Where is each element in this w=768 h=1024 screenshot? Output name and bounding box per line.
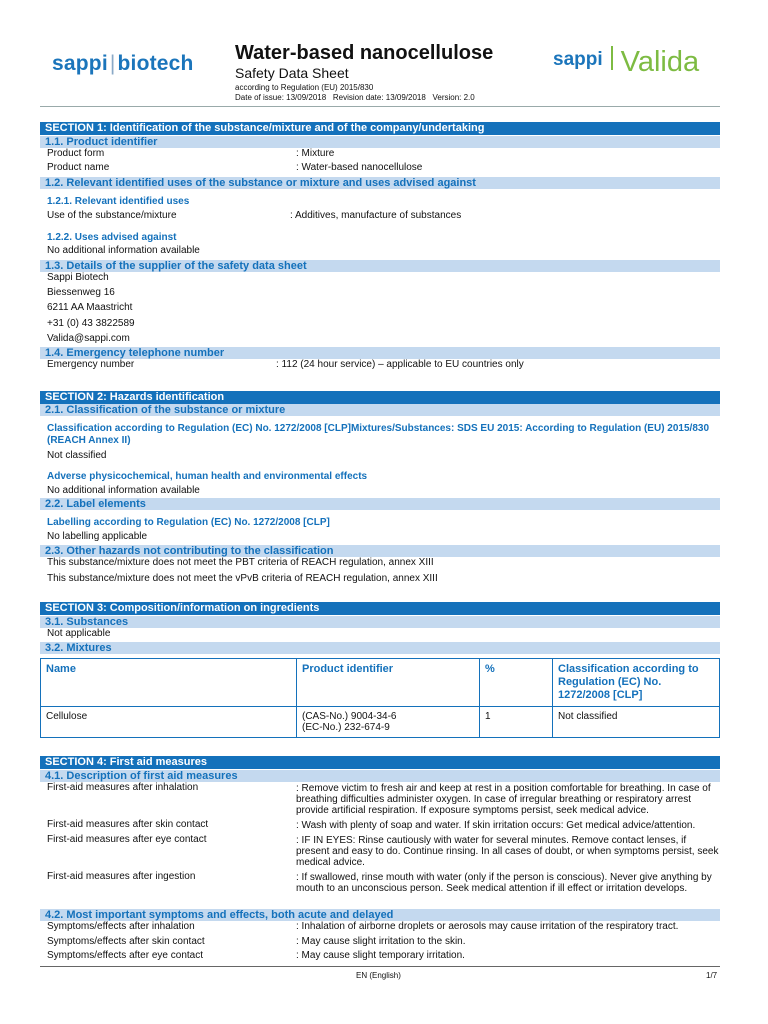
labelling-text: No labelling applicable (47, 531, 148, 542)
table-row (41, 707, 720, 738)
product-form-label: Product form (47, 148, 105, 159)
heading-1-2-1: 1.2.1. Relevant identified uses (47, 196, 190, 207)
substances-text: Not applicable (47, 628, 111, 639)
symptom-inhalation-value: : Inhalation of airborne droplets or aerosols may cause irritation of the respiratory tract. (296, 921, 679, 932)
symptom-skin-value: : May cause slight irritation to the skin. (296, 936, 466, 947)
classification-heading: Classification according to Regulation (EC) No. 1272/2008 [CLP]Mixtures/Substances: SDS EU 2015: According to Regulation (EU) 2015/830 (REACH Annex II) (47, 423, 710, 446)
subsection-2-3: 2.3. Other hazards not contributing to the classification (40, 545, 720, 557)
section-2-header: SECTION 2: Hazards identification (40, 391, 720, 404)
cell-identifier: (CAS-No.) 9004-34-6 (EC-No.) 232-674-9 (297, 707, 480, 738)
document-subtitle: Safety Data Sheet (235, 65, 349, 81)
advised-against-text: No additional information available (47, 245, 200, 256)
labelling-heading: Labelling according to Regulation (EC) No. 1272/2008 [CLP] (47, 517, 330, 528)
sappi-valida-logo: sappi Valida (553, 46, 700, 78)
section-3-header: SECTION 3: Composition/information on ingredients (40, 602, 720, 615)
subsection-4-2: 4.2. Most important symptoms and effects, both acute and delayed (40, 909, 720, 921)
eye-label: First-aid measures after eye contact (47, 834, 207, 845)
supplier-phone: +31 (0) 43 3822589 (47, 318, 135, 329)
adverse-effects-text: No additional information available (47, 485, 200, 496)
col-percent: % (480, 659, 553, 707)
inhalation-value: : Remove victim to fresh air and keep at rest in a position comfortable for breathing. In case of breathing difficulties administer oxygen. In case of irregular breathing or respiratory arrest provide artificial respiration. If exposure symptoms persist, seek medical advice. (296, 783, 711, 816)
supplier-email[interactable]: Valida@sappi.com (47, 333, 130, 344)
skin-label: First-aid measures after skin contact (47, 819, 209, 830)
symptom-eye-label: Symptoms/effects after eye contact (47, 950, 203, 961)
section-1-header: SECTION 1: Identification of the substance/mixture and of the company/undertaking (40, 122, 720, 135)
section-4-header: SECTION 4: First aid measures (40, 756, 720, 769)
symptom-eye-value: : May cause slight temporary irritation. (296, 950, 465, 961)
subsection-3-1: 3.1. Substances (40, 616, 720, 628)
document-title: Water-based nanocellulose (235, 42, 494, 64)
product-form-value: : Mixture (296, 148, 335, 159)
ingestion-label: First-aid measures after ingestion (47, 871, 196, 882)
issue-dates: Date of issue: 13/09/2018 Revision date: 13/09/2018 Version: 2.0 (235, 93, 475, 102)
supplier-city: 6211 AA Maastricht (47, 302, 133, 313)
table-header-row (41, 659, 720, 707)
skin-value: : Wash with plenty of soap and water. If skin irritation occurs: Get medical advice/attention. (296, 820, 696, 831)
subsection-4-1: 4.1. Description of first aid measures (40, 770, 720, 782)
use-label: Use of the substance/mixture (47, 210, 177, 221)
ingestion-value: : If swallowed, rinse mouth with water (only if the person is conscious). Never give anything by mouth to an unconscious person. Seek medical attention if ill effect or irritation develops. (296, 872, 712, 894)
subsection-1-1: 1.1. Product identifier (40, 136, 720, 148)
subsection-3-2: 3.2. Mixtures (40, 642, 720, 654)
subsection-2-1: 2.1. Classification of the substance or mixture (40, 404, 720, 416)
cell-name: Cellulose (41, 707, 297, 738)
product-name-label: Product name (47, 162, 110, 173)
emergency-value: : 112 (24 hour service) – applicable to EU countries only (276, 359, 524, 370)
heading-1-2-2: 1.2.2. Uses advised against (47, 232, 177, 243)
supplier-street: Biessenweg 16 (47, 287, 115, 298)
header-divider (40, 106, 720, 107)
col-product-identifier: Product identifier (297, 659, 480, 707)
footer-language: EN (English) (356, 971, 401, 980)
col-classification: Classification according to Regulation (EC) No. 1272/2008 [CLP] (553, 659, 720, 707)
subsection-2-2: 2.2. Label elements (40, 498, 720, 510)
cell-percent: 1 (480, 707, 553, 738)
inhalation-label: First-aid measures after inhalation (47, 782, 199, 793)
use-value: : Additives, manufacture of substances (290, 210, 462, 221)
symptom-skin-label: Symptoms/effects after skin contact (47, 936, 205, 947)
adverse-effects-heading: Adverse physicochemical, human health and environmental effects (47, 471, 368, 482)
subsection-1-2: 1.2. Relevant identified uses of the substance or mixture and uses advised against (40, 177, 720, 189)
sappi-biotech-logo: sappi|biotech (52, 52, 194, 75)
page-number: 1/7 (706, 971, 718, 980)
emergency-label: Emergency number (47, 359, 135, 370)
footer-divider (40, 966, 720, 967)
col-name: Name (41, 659, 297, 707)
subsection-1-3: 1.3. Details of the supplier of the safety data sheet (40, 260, 720, 272)
eye-value: : IF IN EYES: Rinse cautiously with water for several minutes. Remove contact lenses, if present and easy to do. Continue rinsing. In all cases of doubt, or when symptoms persist, seek medical advice. (296, 835, 719, 868)
pbt-text: This substance/mixture does not meet the PBT criteria of REACH regulation, annex XIII (47, 557, 434, 568)
regulation-note: according to Regulation (EU) 2015/830 (235, 83, 374, 92)
symptom-inhalation-label: Symptoms/effects after inhalation (47, 921, 195, 932)
vpvb-text: This substance/mixture does not meet the vPvB criteria of REACH regulation, annex XIII (47, 573, 438, 584)
not-classified-text: Not classified (47, 450, 107, 461)
product-name-value: : Water-based nanocellulose (296, 162, 423, 173)
subsection-1-4: 1.4. Emergency telephone number (40, 347, 720, 359)
cell-classification: Not classified (553, 707, 720, 738)
mixtures-table (40, 658, 720, 738)
supplier-name: Sappi Biotech (47, 272, 109, 283)
